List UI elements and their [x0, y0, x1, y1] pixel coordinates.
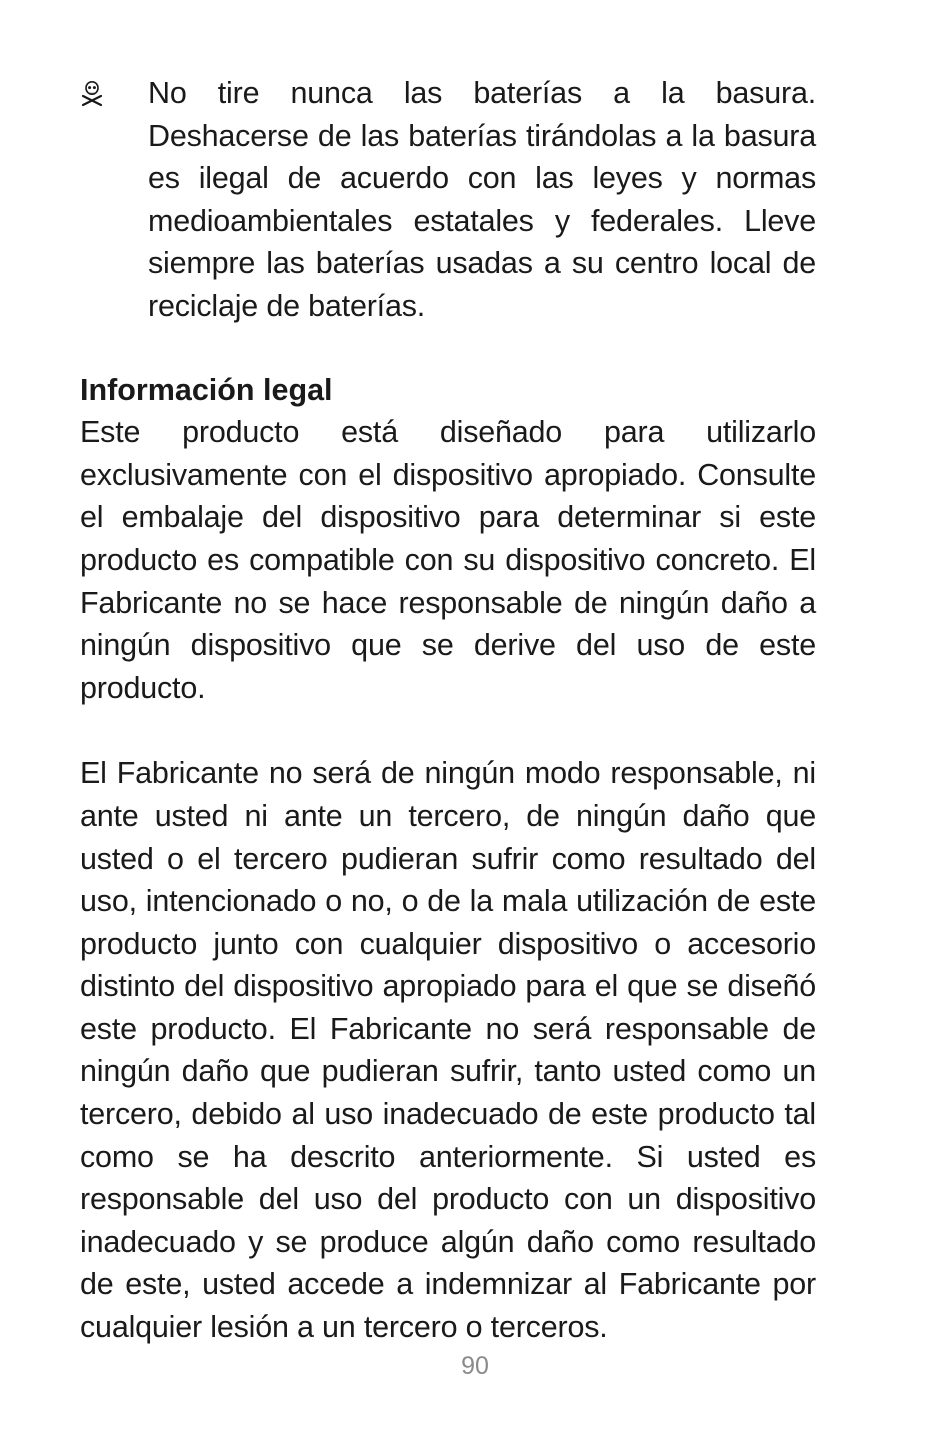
- section-heading: Información legal: [80, 372, 333, 407]
- skull-crossbones-icon: [80, 80, 104, 108]
- battery-disposal-warning: [80, 72, 816, 328]
- legal-paragraph-1: Este producto está diseñado para utilizarlo exclusivamente con el dispositivo apropiado. Consulte el embalaje del dispositivo para determinar si este producto es compatible con su dispositivo concreto. El Fabricante no se hace responsable de ningún daño a ningún dispositivo que se derive del uso de este producto.: [80, 415, 816, 705]
- legal-paragraph-2: El Fabricante no será de ningún modo responsable, ni ante usted ni ante un tercero, de ningún daño que usted o el tercero pudieran sufrir como resultado del uso, intencionado o no, o de la mala utilización de este producto junto con cualquier dispositivo o accesorio distinto del dispositivo apropiado para el que se diseñó este producto. El Fabricante no será responsable de ningún daño que pudieran sufrir, tanto usted como un tercero, debido al uso inadecuado de este producto tal como se ha descrito anteriormente. Si usted es responsable del uso del producto con un dispositivo inadecuado y se produce algún daño como resultado de este, usted accede a indemnizar al Fabricante por cualquier lesión a un tercero o terceros.: [80, 756, 816, 1345]
- warning-text: No tire nunca las baterías a la basura. Deshacerse de las baterías tirándolas a la basura es ilegal de acuerdo con las leyes y normas medioambientales estatales y federales. Lleve siempre las baterías usadas a su centro local de reciclaje de baterías.: [148, 76, 816, 323]
- paragraph-spacer: [80, 709, 816, 752]
- page-number: 90: [461, 1352, 489, 1380]
- document-page: [80, 72, 816, 1349]
